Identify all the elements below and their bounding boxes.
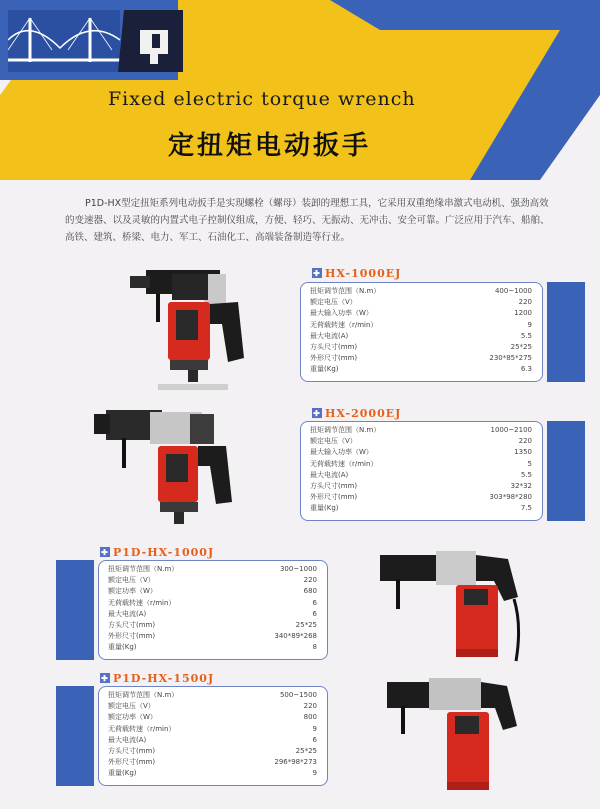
model-title: ✚ P1D-HX-1000J <box>101 546 215 559</box>
spec-value: 220 <box>303 576 317 585</box>
spec-value: 800 <box>303 713 317 722</box>
spec-label: 扭矩调节范围（N.m） <box>108 691 179 699</box>
product-photo-p1d-hx-1500j <box>385 670 525 800</box>
spec-value: 1350 <box>514 448 532 457</box>
spec-value: 25*25 <box>295 747 317 756</box>
spec-label: 方头尺寸(mm) <box>310 343 358 352</box>
spec-value: 220 <box>518 437 532 446</box>
spec-value: 25*25 <box>295 621 317 630</box>
model-title: ✚ P1D-HX-1500J <box>101 672 215 685</box>
spec-label: 外形尺寸(mm) <box>310 354 358 363</box>
product-photo-p1d-hx-1000j <box>376 545 526 670</box>
spec-value: 5 <box>527 459 532 468</box>
spec-value: 6 <box>312 735 317 744</box>
spec-label: 方头尺寸(mm) <box>108 621 156 630</box>
spec-label: 额定电压（V） <box>108 702 155 711</box>
model-marker-icon: ✚ <box>101 673 109 683</box>
spec-value: 8 <box>312 643 317 652</box>
spec-value: 1000~2100 <box>490 426 532 434</box>
product-photo-hx-2000ej <box>90 404 240 532</box>
spec-label: 额定电压（V） <box>310 298 357 307</box>
spec-value: 1200 <box>514 309 532 318</box>
spec-label: 无荷载转速（r/min） <box>108 724 176 733</box>
spec-label: 无荷载转速（r/min） <box>310 320 378 329</box>
spec-table <box>108 564 319 654</box>
bridge-logo-icon <box>8 10 183 72</box>
spec-label: 外形尺寸(mm) <box>310 493 358 502</box>
product-photo-hx-1000ej <box>118 262 268 392</box>
spec-label: 额定电压（V） <box>310 437 357 446</box>
spec-label: 最大电流(A) <box>108 735 147 744</box>
spec-label: 重量(Kg) <box>310 365 339 374</box>
spec-card <box>300 421 543 521</box>
spec-label: 无荷载转速（r/min） <box>310 459 378 468</box>
spec-value: 220 <box>303 702 317 711</box>
spec-value: 220 <box>518 298 532 307</box>
spec-label: 无荷载转速（r/min） <box>108 598 176 607</box>
spec-value: 6.3 <box>520 365 532 374</box>
side-accent-bar <box>56 560 94 660</box>
model-marker-icon: ✚ <box>101 547 109 557</box>
spec-label: 扭矩调节范围（N.m） <box>310 426 381 434</box>
side-accent-bar <box>547 282 585 382</box>
title-english: Fixed electric torque wrench <box>108 88 416 110</box>
spec-value: 340*89*268 <box>274 632 317 641</box>
spec-label: 重量(Kg) <box>108 769 137 778</box>
spec-label: 扭矩调节范围（N.m） <box>108 565 179 573</box>
spec-label: 最大电流(A) <box>108 609 147 618</box>
model-marker-icon: ✚ <box>313 268 321 278</box>
spec-card <box>98 686 328 786</box>
spec-value: 6 <box>312 598 317 607</box>
spec-value: 5.5 <box>520 331 532 340</box>
spec-label: 最大电流(A) <box>310 331 349 340</box>
spec-label: 方头尺寸(mm) <box>108 747 156 756</box>
model-marker-icon: ✚ <box>313 408 321 418</box>
spec-label: 最大输入功率（W） <box>310 448 373 457</box>
model-title: ✚ HX-1000EJ <box>313 267 402 280</box>
intro-paragraph: P1D-HX型定扭矩系列电动扳手是实现螺栓（螺母）装卸的理想工具，它采用双重绝缘串激式电动机、强劲高效的变速器、以及灵敏的内置式电子控制仪组成，方便、轻巧、无振动、无冲击、安全可靠。广泛应用于汽车、船舶、高铁、建筑、桥梁、电力、军工、石油化工、高端装备制造等行业。 <box>65 198 550 243</box>
spec-value: 500~1500 <box>279 691 317 699</box>
title-chinese: 定扭矩电动扳手 <box>168 131 372 161</box>
spec-value: 303*98*280 <box>489 493 532 502</box>
spec-card <box>300 282 543 382</box>
spec-table <box>310 286 534 376</box>
side-accent-bar <box>547 421 585 521</box>
spec-value: 9 <box>312 769 317 778</box>
spec-label: 外形尺寸(mm) <box>108 758 156 767</box>
spec-card <box>98 560 328 660</box>
spec-table <box>108 690 319 780</box>
spec-value: 9 <box>312 724 317 733</box>
model-title: ✚ HX-2000EJ <box>313 407 402 420</box>
spec-value: 680 <box>303 587 317 596</box>
spec-label: 扭矩调节范围（N.m） <box>310 287 381 295</box>
spec-label: 额定功率（W） <box>108 713 157 722</box>
spec-label: 最大电流(A) <box>310 470 349 479</box>
spec-label: 外形尺寸(mm) <box>108 632 156 641</box>
spec-label: 重量(Kg) <box>310 504 339 513</box>
side-accent-bar <box>56 686 94 786</box>
spec-value: 9 <box>527 320 532 329</box>
spec-value: 300~1000 <box>279 565 317 573</box>
spec-value: 32*32 <box>510 482 532 491</box>
spec-value: 6 <box>312 609 317 618</box>
spec-table <box>310 425 534 515</box>
spec-value: 5.5 <box>520 470 532 479</box>
spec-value: 296*98*273 <box>274 758 317 767</box>
spec-value: 25*25 <box>510 343 532 352</box>
spec-value: 230*85*275 <box>489 354 532 363</box>
spec-label: 额定功率（W） <box>108 587 157 596</box>
spec-value: 7.5 <box>520 504 532 513</box>
spec-value: 400~1000 <box>494 287 532 295</box>
spec-label: 最大输入功率（W） <box>310 309 373 318</box>
logo-images <box>8 10 183 72</box>
spec-label: 方头尺寸(mm) <box>310 482 358 491</box>
spec-label: 额定电压（V） <box>108 576 155 585</box>
spec-label: 重量(Kg) <box>108 643 137 652</box>
